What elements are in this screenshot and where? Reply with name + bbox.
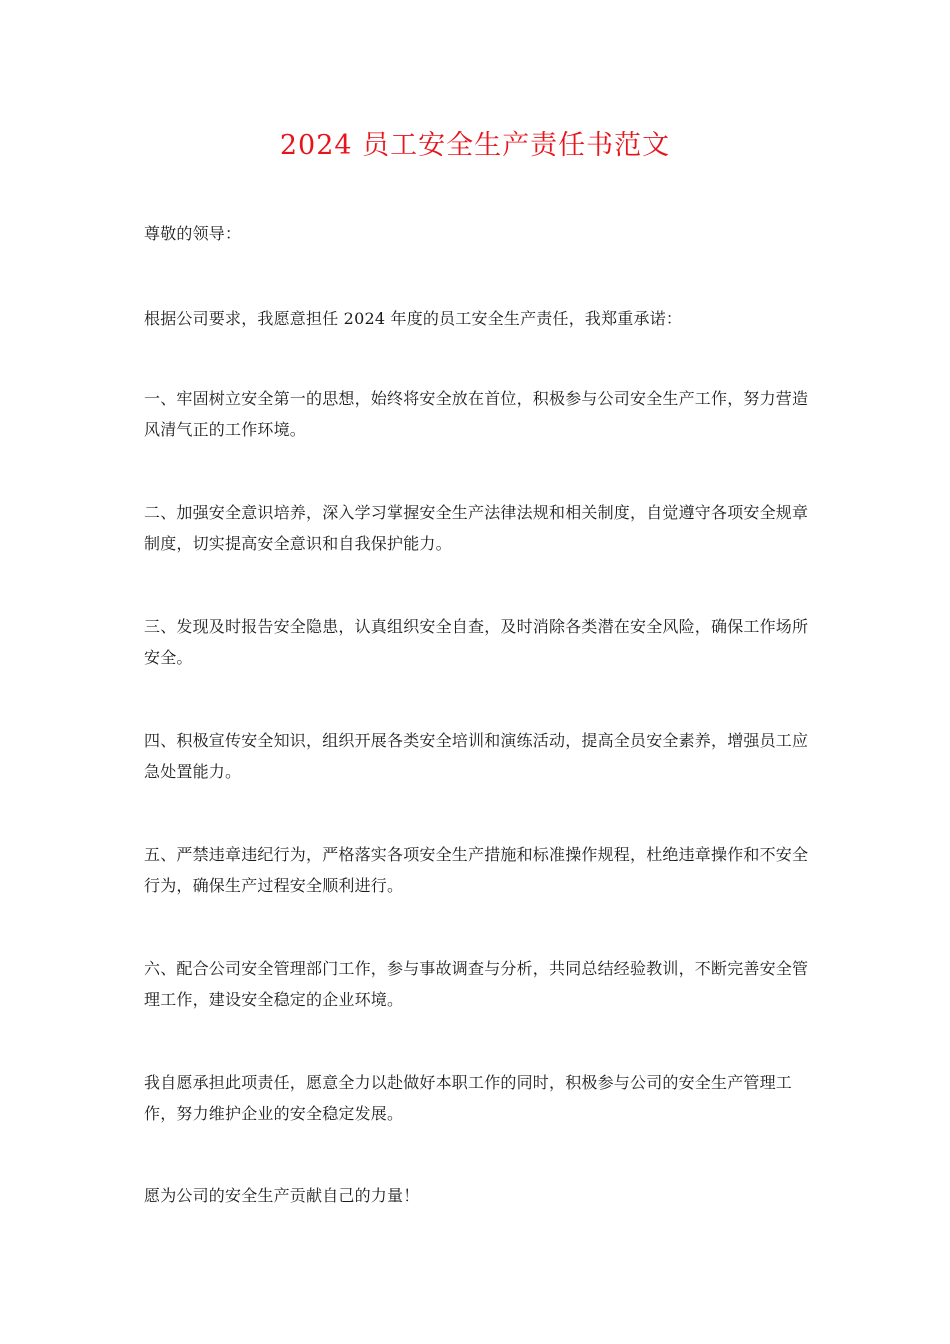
paragraph-commitment: 我自愿承担此项责任，愿意全力以赴做好本职工作的同时，积极参与公司的安全生产管理工作，努力维护企业的安全稳定发展。 — [144, 1073, 793, 1123]
paragraph-item-2: 二、加强安全意识培养，深入学习掌握安全生产法律法规和相关制度，自觉遵守各项安全规章制度，切实提高安全意识和自我保护能力。 — [144, 503, 809, 553]
paragraph-intro: 根据公司要求，我愿意担任 2024 年度的员工安全生产责任，我郑重承诺： — [144, 309, 683, 328]
paragraph-closing: 愿为公司的安全生产贡献自己的力量！ — [144, 1186, 420, 1205]
salutation: 尊敬的领导： — [144, 224, 242, 243]
paragraph-item-1: 一、牢固树立安全第一的思想，始终将安全放在首位，积极参与公司安全生产工作，努力营造风清气正的工作环境。 — [144, 389, 809, 439]
document-title: 2024 员工安全生产责任书范文 — [279, 130, 671, 161]
paragraph-item-5: 五、严禁违章违纪行为，严格落实各项安全生产措施和标准操作规程，杜绝违章操作和不安全行为，确保生产过程安全顺利进行。 — [144, 845, 809, 895]
paragraph-item-6: 六、配合公司安全管理部门工作，参与事故调查与分析，共同总结经验教训，不断完善安全管理工作，建设安全稳定的企业环境。 — [144, 959, 809, 1009]
paragraph-item-4: 四、积极宣传安全知识，组织开展各类安全培训和演练活动，提高全员安全素养，增强员工应急处置能力。 — [144, 731, 809, 781]
paragraph-item-3: 三、发现及时报告安全隐患，认真组织安全自查，及时消除各类潜在安全风险，确保工作场所安全。 — [144, 617, 809, 667]
